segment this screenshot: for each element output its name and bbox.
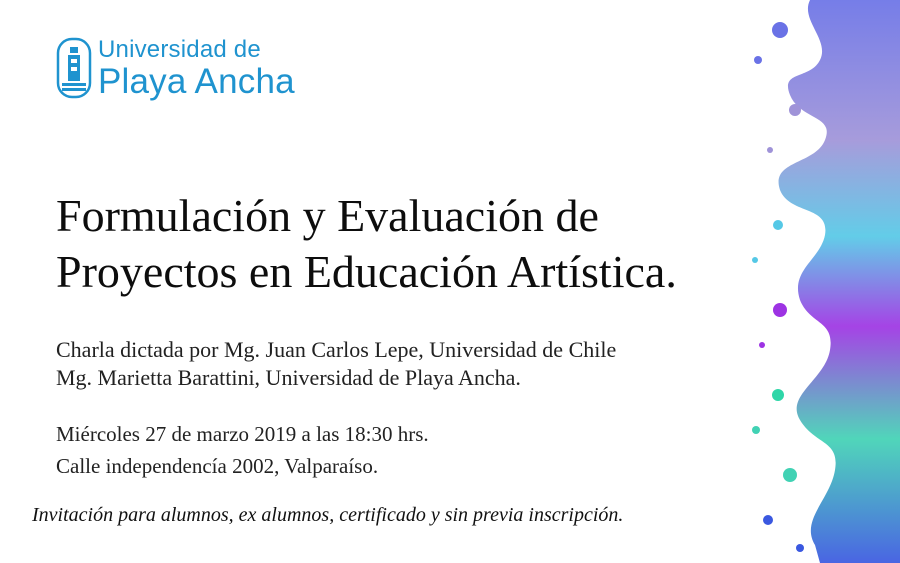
speakers-block <box>56 336 816 392</box>
title-line-2: Proyectos en Educación Artística. <box>56 246 677 297</box>
logo-line-2: Playa Ancha <box>98 61 295 101</box>
event-address: Calle independencía 2002, Valparaíso. <box>56 454 379 478</box>
invitation-note: Invitación para alumnos, ex alumnos, certificado y sin previa inscripción. <box>32 504 624 526</box>
university-logo <box>56 36 336 100</box>
lighthouse-icon <box>56 37 92 99</box>
logo-wordmark <box>98 35 295 101</box>
speaker-line-1: Charla dictada por Mg. Juan Carlos Lepe, Universidad de Chile <box>56 337 617 362</box>
event-details <box>56 418 816 482</box>
speaker-line-2: Mg. Marietta Barattini, Universidad de Playa Ancha. <box>56 365 521 390</box>
event-date: Miércoles 27 de marzo 2019 a las 18:30 hrs. <box>56 422 429 446</box>
title-line-1: Formulación y Evaluación de <box>56 190 599 241</box>
event-title <box>56 188 836 300</box>
logo-line-1: Universidad de <box>98 35 261 63</box>
